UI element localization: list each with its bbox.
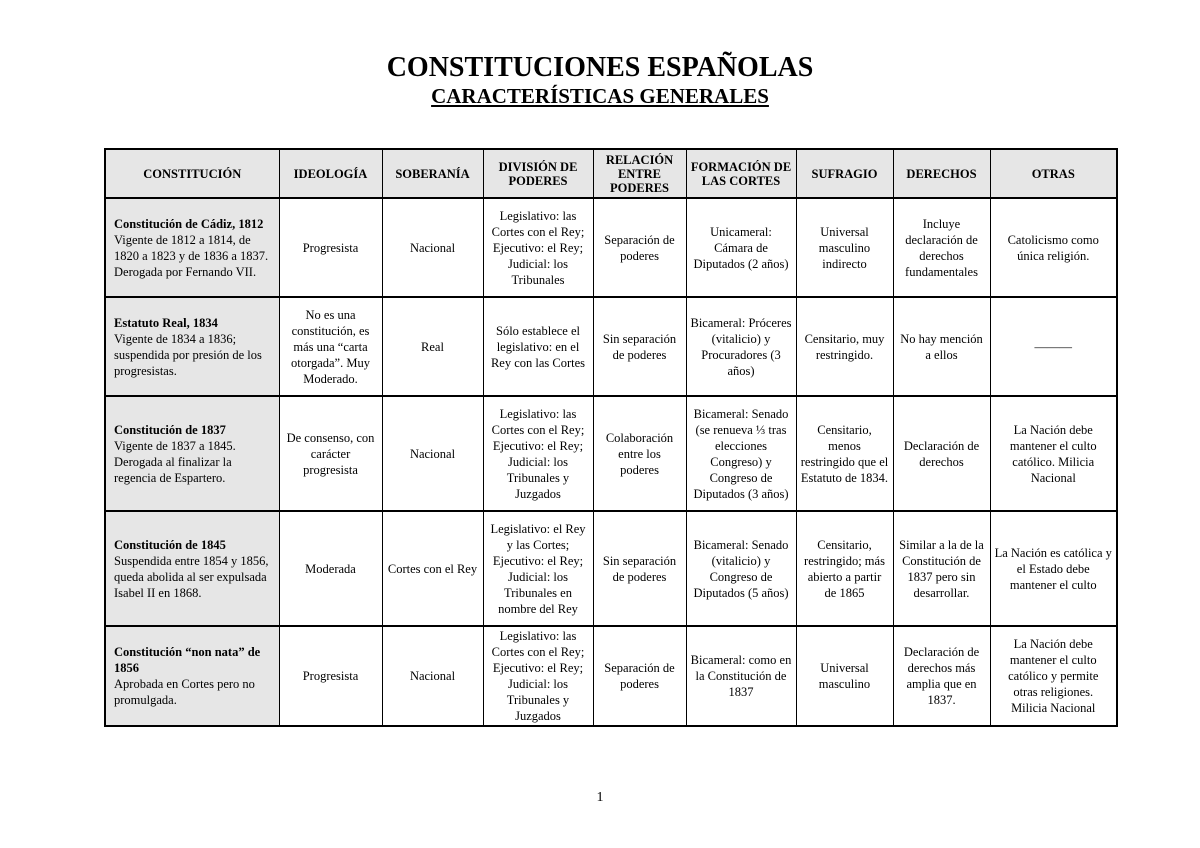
ideologia-cell: No es una constitución, es más una “carta otorgada”. Muy Moderado.: [279, 297, 382, 396]
sufragio-cell: Universal masculino: [796, 626, 893, 726]
relacion-cell: Separación de poderes: [593, 198, 686, 297]
formacion-cell: Bicameral: como en la Constitución de 1837: [686, 626, 796, 726]
soberania-cell: Real: [382, 297, 483, 396]
division-cell: Legislativo: el Rey y las Cortes; Ejecutivo: el Rey; Judicial: los Tribunales en nombre del Rey: [483, 511, 593, 626]
constitution-description: Vigente de 1812 a 1814, de 1820 a 1823 y de 1836 a 1837. Derogada por Fernando VII.: [114, 232, 269, 279]
constitutions-table: [104, 148, 1118, 727]
derechos-cell: Declaración de derechos más amplia que en 1837.: [893, 626, 990, 726]
otras-cell: ———: [990, 297, 1117, 396]
ideologia-cell: Moderada: [279, 511, 382, 626]
constitution-name: Constitución “non nata” de 1856: [114, 645, 261, 675]
constitution-cell: [105, 511, 279, 626]
otras-cell: Catolicismo como única religión.: [990, 198, 1117, 297]
header-sufragio: SUFRAGIO: [796, 149, 893, 198]
sufragio-cell: Censitario, menos restringido que el Estatuto de 1834.: [796, 396, 893, 511]
soberania-cell: Nacional: [382, 626, 483, 726]
formacion-cell: Bicameral: Próceres (vitalicio) y Procuradores (3 años): [686, 297, 796, 396]
derechos-cell: Declaración de derechos: [893, 396, 990, 511]
derechos-cell: Incluye declaración de derechos fundamentales: [893, 198, 990, 297]
table-row: [105, 396, 1117, 511]
table-row: [105, 511, 1117, 626]
header-derechos: DERECHOS: [893, 149, 990, 198]
table-row: [105, 297, 1117, 396]
constitution-name: Constitución de 1845: [114, 537, 226, 552]
derechos-cell: No hay mención a ellos: [893, 297, 990, 396]
constitution-description: Vigente de 1837 a 1845. Derogada al finalizar la regencia de Espartero.: [114, 438, 236, 485]
division-cell: Sólo establece el legislativo: en el Rey con las Cortes: [483, 297, 593, 396]
constitution-name: Constitución de 1837: [114, 422, 226, 437]
constitution-cell: [105, 626, 279, 726]
otras-cell: La Nación debe mantener el culto católico y permite otras religiones. Milicia Nacional: [990, 626, 1117, 726]
constitution-description: Aprobada en Cortes pero no promulgada.: [114, 677, 255, 707]
header-formacion: FORMACIÓN DE LAS CORTES: [686, 149, 796, 198]
relacion-cell: Sin separación de poderes: [593, 297, 686, 396]
constitution-description: Suspendida entre 1854 y 1856, queda abolida al ser expulsada Isabel II en 1868.: [114, 553, 269, 600]
derechos-cell: Similar a la de la Constitución de 1837 pero sin desarrollar.: [893, 511, 990, 626]
formacion-cell: Unicameral: Cámara de Diputados (2 años): [686, 198, 796, 297]
header-ideologia: IDEOLOGÍA: [279, 149, 382, 198]
relacion-cell: Separación de poderes: [593, 626, 686, 726]
table-row: [105, 198, 1117, 297]
ideologia-cell: Progresista: [279, 198, 382, 297]
constitution-cell: [105, 297, 279, 396]
constitution-name: Constitución de Cádiz, 1812: [114, 216, 264, 231]
constitution-description: Vigente de 1834 a 1836; suspendida por presión de los progresistas.: [114, 331, 262, 378]
header-division: DIVISIÓN DE PODERES: [483, 149, 593, 198]
constitution-cell: [105, 198, 279, 297]
document-subtitle: CARACTERÍSTICAS GENERALES: [431, 84, 769, 108]
constitution-name: Estatuto Real, 1834: [114, 315, 218, 330]
header-relacion: RELACIÓN ENTRE PODERES: [593, 149, 686, 198]
division-cell: Legislativo: las Cortes con el Rey; Ejecutivo: el Rey; Judicial: los Tribunales y Juzgados: [483, 626, 593, 726]
soberania-cell: Nacional: [382, 396, 483, 511]
formacion-cell: Bicameral: Senado (se renueva ⅓ tras elecciones Congreso) y Congreso de Diputados (3 años): [686, 396, 796, 511]
table-row: [105, 626, 1117, 726]
relacion-cell: Colaboración entre los poderes: [593, 396, 686, 511]
otras-cell: La Nación debe mantener el culto católico. Milicia Nacional: [990, 396, 1117, 511]
soberania-cell: Cortes con el Rey: [382, 511, 483, 626]
page-number: 1: [596, 790, 604, 805]
otras-cell: La Nación es católica y el Estado debe mantener el culto: [990, 511, 1117, 626]
table-header-row: [105, 149, 1117, 198]
sufragio-cell: Universal masculino indirecto: [796, 198, 893, 297]
sufragio-cell: Censitario, muy restringido.: [796, 297, 893, 396]
formacion-cell: Bicameral: Senado (vitalicio) y Congreso de Diputados (5 años): [686, 511, 796, 626]
document-title: CONSTITUCIONES ESPAÑOLAS: [386, 52, 814, 83]
sufragio-cell: Censitario, restringido; más abierto a partir de 1865: [796, 511, 893, 626]
header-constitucion: CONSTITUCIÓN: [105, 149, 279, 198]
ideologia-cell: De consenso, con carácter progresista: [279, 396, 382, 511]
constitution-cell: [105, 396, 279, 511]
soberania-cell: Nacional: [382, 198, 483, 297]
header-otras: OTRAS: [990, 149, 1117, 198]
header-soberania: SOBERANÍA: [382, 149, 483, 198]
relacion-cell: Sin separación de poderes: [593, 511, 686, 626]
division-cell: Legislativo: las Cortes con el Rey; Ejecutivo: el Rey; Judicial: los Tribunales y Juzgados: [483, 396, 593, 511]
division-cell: Legislativo: las Cortes con el Rey; Ejecutivo: el Rey; Judicial: los Tribunales: [483, 198, 593, 297]
ideologia-cell: Progresista: [279, 626, 382, 726]
